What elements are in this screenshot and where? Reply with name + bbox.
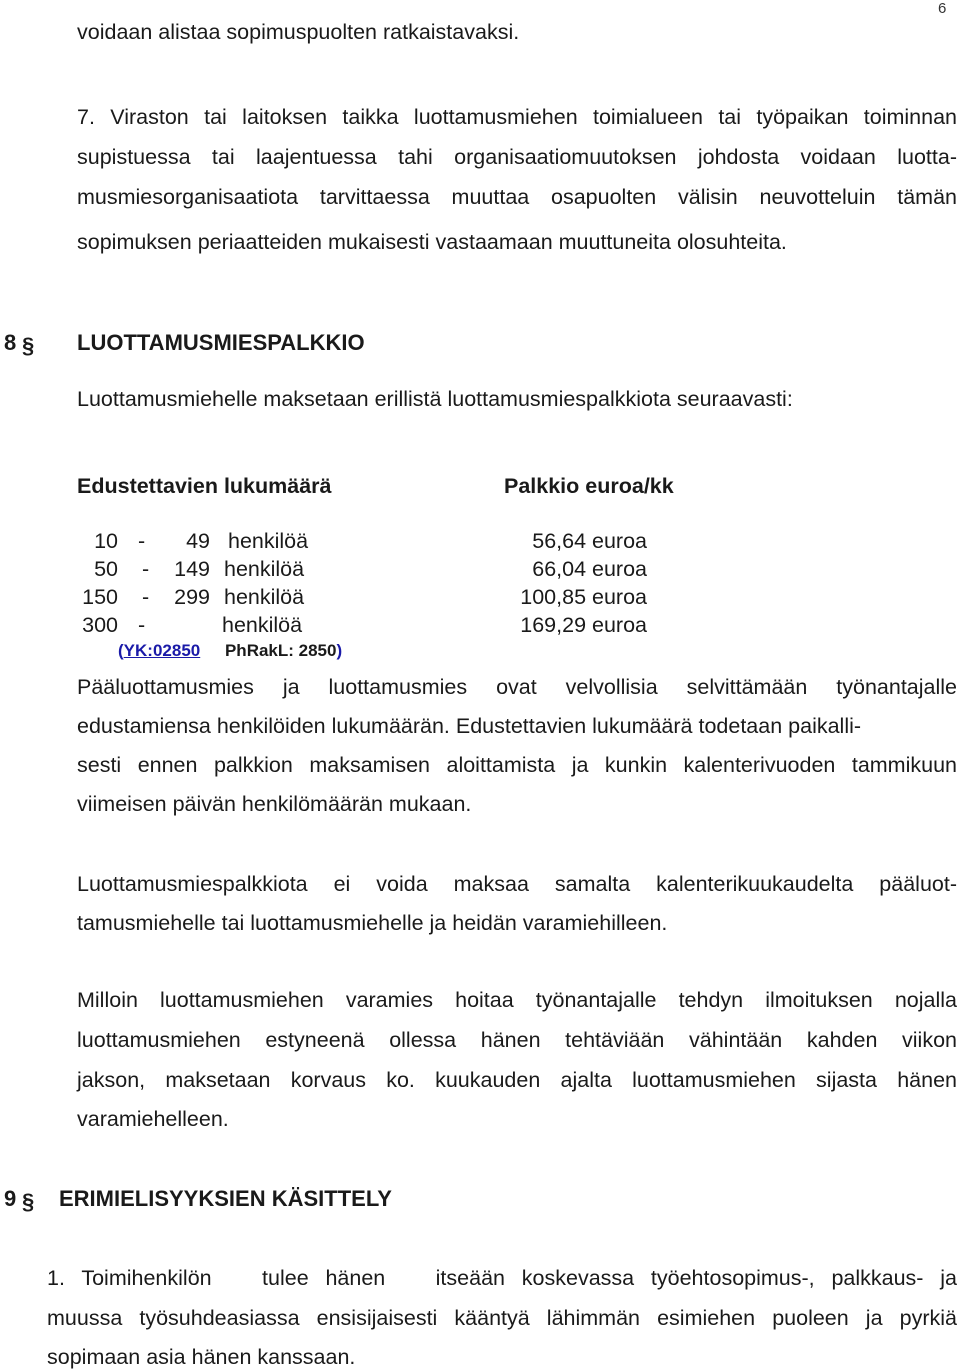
section-number: 8 (4, 330, 17, 355)
page-number: 6 (938, 0, 947, 17)
paragraph-7-line: supistuessa tai laajentuessa tahi organisaatiomuutoksen johdosta voidaan luotta- (77, 145, 957, 169)
range-unit: henkilöä (224, 557, 305, 581)
reference-text: PhRakL: 2850 (224, 641, 337, 660)
paragraph-line: tamusmiehelle tai luottamusmiehelle ja heidän varamiehilleen. (77, 911, 668, 935)
section-title: LUOTTAMUSMIESPALKKIO (77, 330, 365, 355)
range-from: 150 (82, 585, 118, 609)
paragraph-line: muussa työsuhdeasiassa ensisijaisesti kääntyä lähimmän esimiehen puoleen ja pyrkiä (47, 1306, 957, 1330)
range-from: 300 (82, 613, 118, 637)
range-dash: - (142, 557, 150, 581)
table-row (0, 585, 960, 613)
table-row (0, 613, 960, 641)
paragraph-line: Luottamusmiespalkkiota ei voida maksaa samalta kalenterikuukaudelta pääluot- (77, 872, 957, 896)
range-unit: henkilöä (224, 585, 305, 609)
paragraph-line: sesti ennen palkkion maksamisen aloittamista ja kunkin kalenterivuoden tammikuun (77, 753, 957, 777)
reference-link[interactable]: YK:02850 (123, 641, 201, 660)
paragraph-line: edustamiensa henkilöiden lukumäärän. Edustettavien lukumäärä todetaan paikalli- (77, 714, 862, 738)
paragraph-line: Pääluottamusmies ja luottamusmies ovat velvollisia selvittämään työnantajalle (77, 675, 957, 699)
range-dash: - (138, 613, 146, 637)
range-from: 50 (94, 557, 118, 581)
paragraph-7-line: sopimuksen periaatteiden mukaisesti vastaamaan muuttuneita olosuhteita. (77, 230, 787, 254)
fee-value: 66,04 euroa (532, 557, 647, 581)
section-number: 9 (4, 1186, 17, 1211)
range-dash: - (142, 585, 150, 609)
range-unit: henkilöä (228, 529, 309, 553)
paragraph-line: viimeisen päivän henkilömäärän mukaan. (77, 792, 472, 816)
section-8-lead: Luottamusmiehelle maksetaan erillistä luottamusmiespalkkiota seuraavasti: (77, 387, 793, 411)
section-title: ERIMIELISYYKSIEN KÄSITTELY (59, 1186, 392, 1211)
fee-value: 56,64 euroa (532, 529, 647, 553)
range-from: 10 (94, 529, 118, 553)
fee-value: 169,29 euroa (520, 613, 647, 637)
column-header: Edustettavien lukumäärä (77, 474, 332, 498)
range-to: 299 (174, 585, 210, 609)
paragraph-line: sopimaan asia hänen kanssaan. (47, 1345, 356, 1369)
section-symbol: § (22, 333, 35, 358)
paragraph-line: 1. Toimihenkilön tulee hänen itseään koskevassa työehtosopimus-, palkkaus- ja (47, 1266, 957, 1290)
reference-open: ( (118, 641, 124, 660)
range-unit: henkilöä (222, 613, 303, 637)
table-row (0, 557, 960, 585)
paragraph-line: Milloin luottamusmiehen varamies hoitaa työnantajalle tehdyn ilmoituksen nojalla (77, 988, 957, 1012)
table-row (0, 529, 960, 557)
paragraph-line: luottamusmiehen estyneenä ollessa hänen tehtäviään vähintään kahden viikon (77, 1028, 957, 1052)
reference-line (118, 641, 342, 661)
column-header: Palkkio euroa/kk (504, 474, 674, 498)
paragraph-7-line: musmiesorganisaatiota tarvittaessa muuttaa osapuolten välisin neuvotteluin tämän (77, 185, 957, 209)
range-to: 49 (186, 529, 210, 553)
paragraph-line: jakson, maksetaan korvaus ko. kuukauden ajalta luottamusmiehen sijasta hänen (77, 1068, 957, 1092)
fee-value: 100,85 euroa (520, 585, 647, 609)
range-to: 149 (174, 557, 210, 581)
intro-line: voidaan alistaa sopimuspuolten ratkaistavaksi. (77, 20, 520, 44)
section-symbol: § (22, 1189, 35, 1214)
reference-close: ) (336, 641, 343, 660)
range-dash: - (138, 529, 146, 553)
paragraph-7-line: 7. Viraston tai laitoksen taikka luottamusmiehen toimialueen tai työpaikan toiminnan (77, 105, 957, 129)
paragraph-line: varamiehelleen. (77, 1107, 229, 1131)
